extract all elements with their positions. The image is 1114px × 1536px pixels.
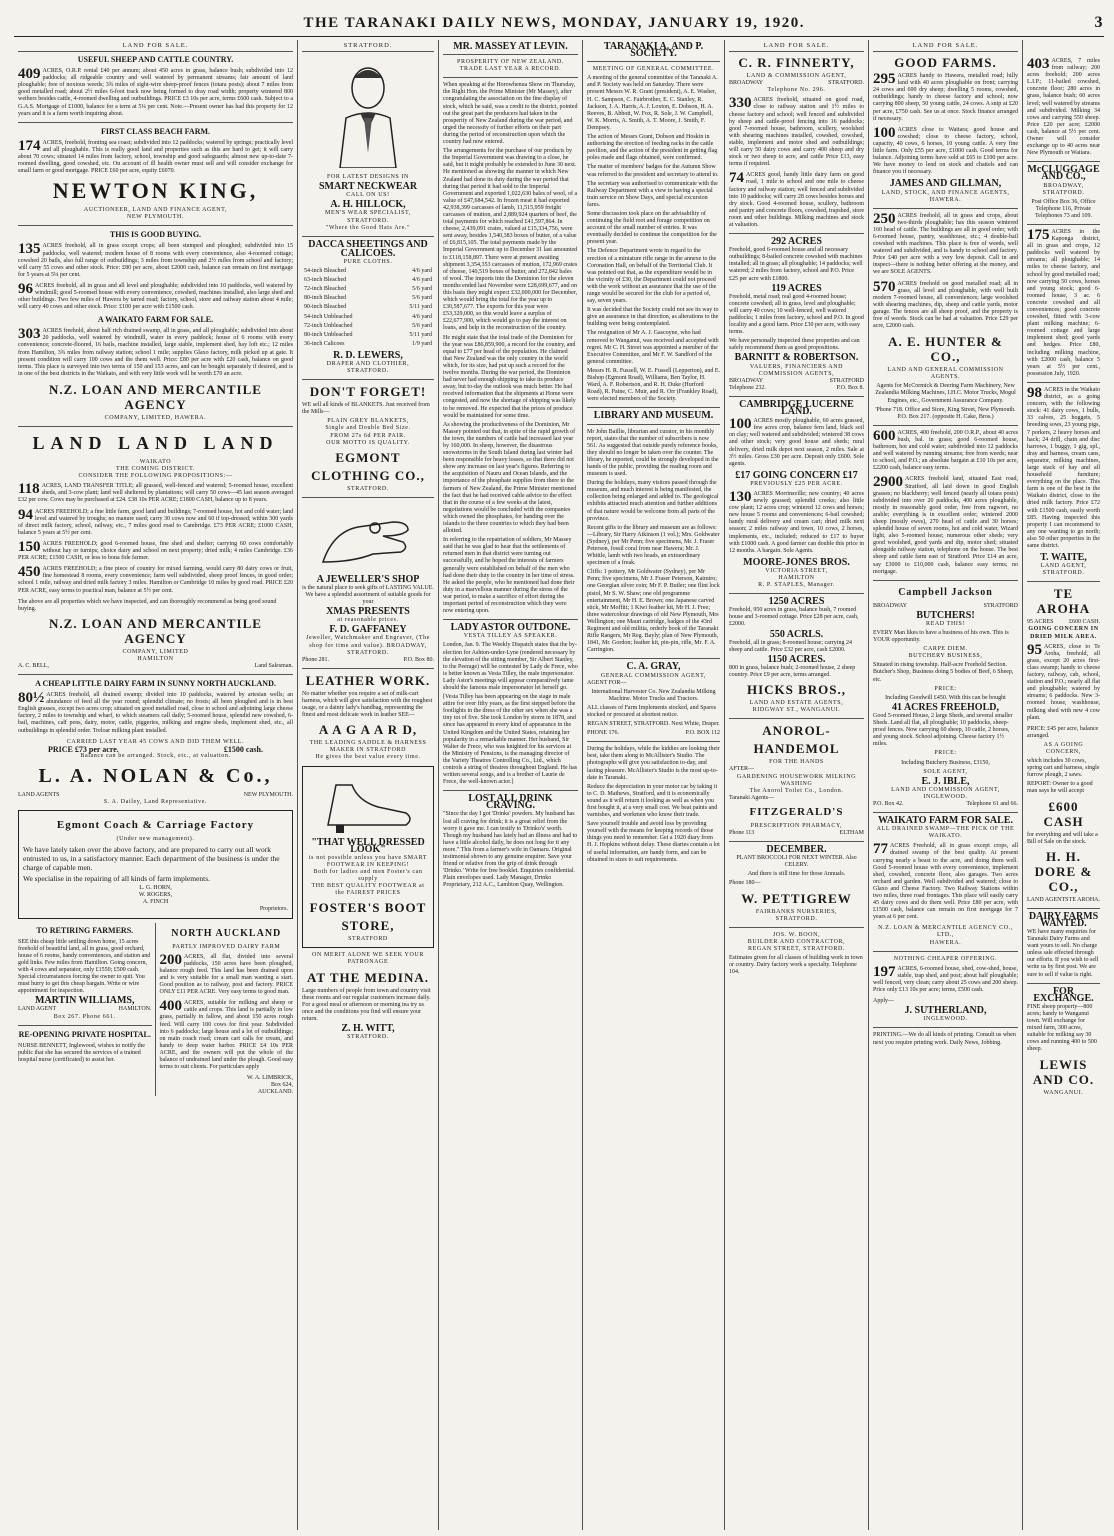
listing: 150 ACRES FREEHOLD; good 6-roomed house, fine shed and shelter; carrying 60 cows comfortably without hay or turnips; choice dairy and school on next property; dried milk; 4 miles Cambridge. £36 PER ACRE; £1500 CASH, or less to bona fide farmer.: [18, 538, 293, 562]
column-header: STRATFORD.: [302, 40, 434, 52]
listing: 135 ACRES freehold, all in grass except crops; all been stumped and ploughed; subdivided into 15 paddocks, well watered; modern house of 8 rooms with every convenience, also 4-roomed cottage; cowshed 20 bails, also full range of outbuildings; 3 miles from township and 2½ miles from school and factory; will carry 55 cows and other stock. Price: £80 per acre, about £2000 cash, balance can remain on first mortgage for 5 years at 5¼ per cent.: [18, 241, 293, 278]
listing: 96 ACRES freehold, all in grass and all level and ploughable; subdivided into 10 paddocks, well watered by windmill; good 5-roomed house with every convenience, cowshed, machines installed, also large shed and other buildings. Two few miles of Hawera by tarred road; factory, school, store and railway station about 4 mile; will carry 40 cows and other stock. Price: £100 per acre with £1500 cash.: [18, 280, 293, 311]
hand-ring-icon: [313, 502, 423, 572]
page-number: 3: [1094, 14, 1104, 31]
listing: 94 ACRES FREEHOLD; a fine little farm, good land and buildings; 7-roomed house, hot and cold water; land level and watered by troughs; no manure used; carry 30 cows now and 60 if top-dressed; within 300 yards of direct milk factory, school, railway, etc., 7 miles good road to Cambridge. £73 PER ACRE; £1000 CASH, balance 5 years at 5½ per cent.: [18, 506, 293, 536]
column-5: LAND FOR SALE. C. R. FINNERTY, LAND & COMMISSION AGENT, BROADWAY STRATFORD. Telephone No. 296. 330 ACRES freehold, situated on good road, close to railway station and 1½ miles to cheese factory and school; well fenced and subdivided by sheep and cattle-proof fencing into 16 paddocks; good 7-roomed house, bathroom, scullery, woolshed with shearing machines installed, cowshed, cowshed, stable, implement and motor shed and outbuildings; will carry 50 dairy cows and carry 400 sheep and dry stock or two sheep to acre, and cattle Price £13, easy terms if required. 74 ACRES good, handy little dairy farm on good road, 1 mile to school and one mile to cheese factory and railway station; well fenced and subdivided into 10 paddocks; will carry 28 cows besides horses and dry stock. Good 4-roomed house, scullery, bathroom and pantry and concrete floors, cowshed, trapshed, store room and other buildings. Milking machines and stock at valuation. 292 ACRES Freehold, good 6-roomed house and all necessary outbuildings; 8-bailed concrete cowshed with machines installed; all in grass; all ploughable; 14 paddocks; well watered; 2 miles from factory, school and P.O. Price £25 per acre with £1800. 119 ACRES Freehold, metal road; real good 4-roomed house; concrete cowshed; all in grass, level and ploughable; will carry 40 cows; 10 well-fenced, well watered paddocks; 1 miles from factory, school and P.O. In good locality and a good farm. Price £30 per acre, with easy terms. We have personally inspected these properties and can safely recommend them as good propositions. BARNITT & ROBERTSON. VALUERS, FINANCIERS AND COMMISSION AGENTS, BROADWAY STRATFORD Telephone 232. P.O. Box 8. CAMBRIDGE LUCERNE LAND. 100 ACRES mostly ploughable, 60 acres grassed, few acres crop, balance fern land, black soil on clay; well watered and subdivided; wintered 38 cows and other stock; very good house and sheds; rural delivery, dried milk depot next season, 2 miles. Sale at 3½ miles. Gross £30 per acre. Deposit only £600. Sole agents. £17 GOING CONCERN £17 PREVIOUSLY £25 PER ACRE. 130 ACRES Morrinsville; new country; 40 acres newly grassed; splendid creeks; also little cow plant; 12 acres crop; wintered 12 cows and horses; new house 5 rooms and conveniences; 6-bail cowshed; handy rural delivery and cream cart; dried milk next season; 2 miles railway and town, 10 cows, 2 horses, implements, etc., included; reduced to £17 to buyer with £1000 cash. A good farmer can double this price in 12 months. A bargain. Sole Agents. MOORE-JONES BROS. VICTORIA STREET, HAMILTON R. P. STAPLES, Manager. 1250 ACRES Freehold, 950 acres in grass, balance bush, 7 roomed house and 3-roomed cottage. Price £28 per acre, cash, £2000. 550 ACRLS. Freehold, all in grass; 8-roomed house; carrying 24 sheep and cattle. Price £32 per acre, cash £2000. 1150 ACRES. 800 in grass, balance bush; 2-roomed house, 2 sheep country. Price £9 per acre, terms arranged. HICKS BROS., LAND AND ESTATE AGENTS, RIDGWAY ST., WANGANUI. ANOROL- HANDEMOL FOR THE HANDS AFTER— GARDENING HOUSEWORK MILKING WASHING The Anorol Toilet Co., London. Taranaki Agents— FITZGERALD'S PRESCRIPTION PHARMACY, Phone 113 ELTHAM DECEMBER. PLANT BROCCOLI FOR NEXT WINTER. Also CELERY. And there is still time for those Annuals. Phone 180— W. PETTIGREW FAIRBANKS NURSERIES, STRATFORD. JOS. W. BOON, BUILDER AND CONTRACTOR, REGAN STREET, STRATFORD. Estimates given for all classes of building work in town or country. Dairy factory work a specialty. Telephone 104.: [725, 40, 869, 1530]
ad-heading: FIRST CLASS BEACH FARM.: [100, 126, 211, 136]
ad-box: Egmont Coach & Carriage Factory (Under new management). We have lately taken over the above factory, and are prepared to carry out all work entrusted to us, in a satisfactory manner. Each department of the business is under the charge of capable men. We specialise in the repairing of all kinds of farm implements. L. G. HORN, W. ROGERS, A. FINCH Proprietors.: [18, 810, 293, 918]
land-heading: LAND LAND LAND: [32, 433, 279, 453]
column-7: 403 ACRES, 7 miles from railway; 200 acres freehold; 200 acres L.I.P.; 11-bailed cowshed, concrete floor; 280 acres in grass, balance bush; 60 acres level; well watered by streams and subdivided. Milking 34 cows and carrying 550 sheep. Price £20 per acre; £2000 cash, balance at 5½ per cent. Owner will consider exchange up to 40 acres near New Plymouth or Waitara. McCLUGGAGE AND CO., BROADWAY, STRATFORD. Post Office Box 36, Office Telephone 116, Private Telephones 73 and 109. 175 ACRES in the Kaponga district, all in grass and crops, 12 paddocks well watered by streams; all ploughable; 14 miles to cheese factory, and school by good metalled road; now carrying 50 cows, horses and young stock; good 6-roomed house, 3 ac. 6 concrete cowshed and all conveniences; good concrete cowshed, fitted with 3-cow plant milking machine; 6-roomed cottage and large implement shed; good yards and hedges. Price £80, including milking machine, with £2000 cash, balance 5 years at 5½ per cent., possession July, 1920. 98 ACRES in the Waikato district, as a going concern, with the following stock: 41 dairy cows, 1 bulls, 33 calves, 25 hoggets, 5 breeding sows, 23 young pigs, 7 porkers, 2 heavy horses and hack; 24 drill, chain and disc harrows, 1 buggy, 1 gig, spl., dray and harness, cream cans, separator, milking machines, large stack of hay and all household furniture; everything on the place. This farm is one of the best in the Waikato district, close to the dried milk factory. Price £72 with £1500 cash, easily worth £85. Having inspected this property I can recommend to any one wanting to go north; also 50 other properties in the same district. T. WAITE, LAND AGENT, STRATFORD. TE AROHA 95 ACRES £600 CASH. GOING CONCERN IN DRIED MILK AREA. 95 ACRES, close to Te Aroha, freehold, all grass, except 20 acres first-class swamp; handy to cheese factory, railway, cab, school, station and P.O.; nearly all flat and ploughable; watered by streams; 6 paddocks. New 3-roomed house, washhouse, milking shed with new 4 cow plant. PRICE: £45 per acre, balance arranged. AS A GOING CONCERN, which includes 30 cows, spring cart and harness, single furrow plough, 2 saws. REPORT: Owner to a good man says he will accept £600 CASH for everything and will take a Bill of Sale on the stock. H. H. DORE & CO., LAND AGENTS TE AROHA. DAIRY FARMS WANTED. WE have many enquiries for Taranaki Dairy Farms and want yours to sell. No charge unless sale effected through our efforts. If you wish to sell write us by first post. We are sure to sell if value is right. FOR EXCHANGE. FINE sheep property—800 acres; handy to Wanganui town. Will exchange for mixed farm, 300 acres, suitable for milking say 30 cows and running 400 to 500 sheep. LEWIS AND CO. WANGANUI.: [1027, 56, 1100, 1096]
article-headline: TARANAKI A. AND P. SOCIETY.: [603, 41, 704, 60]
ad-heading: THIS IS GOOD BUYING.: [109, 230, 202, 240]
agency-name: L. A. NOLAN & Co.,: [38, 764, 273, 787]
ad-heading: A WAIKATO FARM FOR SALE.: [97, 315, 214, 325]
price-list: 54-inch Bleached 4/6 yard 63-inch Bleached 4/6 yard 72-inch Bleached 5/6 yard 80-inch Bleached 5/6 yard 90-inch Bleached 5/11 yard 54-inch Unbleached 4/6 yard 72-inch Unbleached 5/6 yard 80-inch Unbleached 5/11 yard 36-inch Calicoes 1/9 yard: [304, 268, 432, 347]
listing: 303 ACRES freehold, about half rich drained swamp, all in grass, and all ploughable; subdivided into about 20 paddocks, well watered by windmill, water in every paddock; house of 6 rooms with every convenience; concrete-floored, 16 bails, machine installed, large stable, implement shed, hay loft etc.; 12 miles from Hamilton, 3¾ miles from railway station; school 1 mile; supplies Glaxo factory, milk picked up at gate. It present condition will carry 100 cows and the them well. Price: £80 per acre with £20 cash, balance on good terms. This place is surveyed into two terms of 150 and 153 acres, and can be bought separately if desired, and is in one of the best districts in the Waikato, and with very little work will be worth £70 an acre.: [18, 326, 293, 377]
ad-heading: A CHEAP LITTLE DAIRY FARM IN SUNNY NORTH AUCKLAND.: [35, 679, 276, 689]
agency-name: NEWTON KING,: [52, 178, 259, 204]
listing: 80½ ACRES freehold, all drained swamp; divided into 10 paddocks, watered by artesian wells; an abundance of feed all the year round; splendid climate; no frosts; all been ploughed and is in best English grasses, except two acres crop; situated on good metalled road, close to school and adjoining large cheese factory, 2 miles to township and wharf, to which steamers call daily; 5-roomed house, splendid new cowshed, 6-bail, machines, calf pens, dairy, motor, cattle, piggeries, milking and engine sheds, implement shed, etc., all outbuildings in splendid order. Treloar milking plant installed.: [18, 690, 293, 734]
column-2: STRATFORD. FOR LATEST DESIGNS IN SMART NECKWEAR CALL ON US! A. H. HILLOCK, MEN'S WEAR SPECIALIST, STRATFORD. "Where the Good Hats Are." DACCA SHEETINGS AND CALICOES. PURE CLOTHS. 54-inch Bleached 4/6 yard 63-inch Bleached 4/6 yard 72-inch Bleached 5/6 yard 80-inch Bleached 5/6 yard 90-inch Bleached 5/11 yard 54-inch Unbleached 4/6 yard 72-inch Unbleached 5/6 yard 80-inch Unbleached 5/11 yard 36-inch Calicoes 1/9 yard R. D. LEWERS, DRAPER AND CLOTHIER, STRATFORD. DON'T FORGET! WE sell all kinds of BLANKETS. Just received from the Mills— PLAIN GREY BLANKETS, Single and Double Bed Size. FROM 27s 6d PER PAIR. OUR MOTTO IS QUALITY. EGMONT CLOTHING CO., STRATFORD. A JEWELLER'S SHOP is the natural place to seek gifts of LASTING VALUE. We have a splendid assortment of suitable goods for your XMAS PRESENTS at reasonable prices. F. D. GAFFANEY Jeweller, Watchmaker and Engraver, (The shop for time and value). BROADWAY, STRATFORD. Phone 281. P.O. Box 80. LEATHER WORK. No matter whether you require a set of milk-cart harness, which will give satisfaction with the roughest usage, or a dainty lady's handbag, representing the finest and most delicate work in leather SEE— A A G A A R D, THE LEADING SADDLE & HARNESS MAKER IN STRATFORD He gives the best value every time. "THAT WELL DRESSED LOOK" is not possible unless you have SMART FOOTWEAR IN KEEPING! Both for ladies and men Foster's can supply THE BEST QUALITY FOOTWEAR at the FAIREST PRICES FOSTER'S BOOT STORE, STRATFORD ON MERIT ALONE WE SEEK YOUR PATRONAGE AT THE MEDINA. Large numbers of people from town and country visit these rooms and our regular customers increase daily. For a good meal or afternoon or morning tea try us once and the conditions you find will ensure your return. Z. H. WITT, STRATFORD.: [298, 40, 439, 1530]
column-header: LAND FOR SALE.: [18, 40, 293, 52]
listing: 450 ACRES FREEHOLD; a fine piece of country for mixed farming, would carry 80 dairy cows or fruit, fine homestead 8 rooms, every convenience; farm well subdivided, sheep proof fences, in good order; school 1 mile, railway and dried milk factory 3 miles. Hamilton or Cambridge 10 miles by good road. PRICE £20 PER ACRE, easy terms to practical man, balance at 5½ per cent.: [18, 564, 293, 594]
shoe-icon: [318, 775, 418, 835]
article-headline: LADY ASTOR OUTDONE.: [450, 622, 571, 634]
ad-heading: TO RETIRING FARMERS.: [36, 925, 134, 935]
ad-heading: NORTH AUCKLAND: [171, 927, 282, 939]
article-headline: LIBRARY AND MUSEUM.: [593, 410, 714, 422]
ad-heading: Egmont Coach & Carriage Factory: [56, 819, 255, 832]
column-header: LAND FOR SALE.: [729, 40, 864, 52]
ad-box: "THAT WELL DRESSED LOOK" is not possible unless you have SMART FOOTWEAR IN KEEPING! Both for ladies and men Foster's can supply THE BEST QUALITY FOOTWEAR at the FAIREST PRICES FOSTER'S BOOT STORE, STRATFORD: [302, 766, 434, 949]
column-4: TARANAKI A. AND P. SOCIETY. MEETING OF GENERAL COMMITTEE. A meeting of the general committee of the Taranaki A. and P. Society was held on Saturday. There were present Messrs W. R. Grant (president), A. E. Washer, H. C. Sampson, C. Fairbrother, E. C. Stanley, R. Jackson, J. A. Harris, A. J. Loxton, E. Dobson, H. A. Reeves, B. Abbott, W. Fox, R. Sole, J. W. Campbell, W. K. Morris, A. Smith, A. T. Moore, J. Smith, F. Dempsey. The action of Messrs Grant, Dobson and Hoskin in authorising the erection of feeding racks in the cattle pavilion, and the action of the president in getting flag poles made and flags obtained, were confirmed. The matter of members' badges for the Autumn Show was referred to the president and secretary to attend to. The secretary was authorised to communicate with the Railway Department with a view to having a special train service on Show Days, and special excursion fares. Some discussion took place on the advisability of continuing the field root and forage competition on account of the small number of entries. It was eventually decided to continue the competition for the present year. The Defence Department wrote in regard to the erection of a miniature rifle range in the annexe to the Coronation Hall, on behalf of the Territorial Club. It was pointed out that, as the expenditure would be in the vicinity of £30, the Department could not proceed with the work without an assurance that the use of the range would be secured for the club for a period of, say, seven years. It was decided that the Society could not see its way to give an assurance in that direction, as alterations to the building were being contemplated. The resignation of Mr A. J. Gascoyne, who had removed to Wanganui, was received and accepted with regret. Mr C. H. Street was appointed a member of the Executive Committee, and Mr F. W. Sandford of the general committee. Messrs H. R. Fussell, W. E. Fussell (Lepperton), and E. Bishop (Egmont Road), Williams, Ben Taylor, H. Ward, A. F. Robertson, and R. H. Duke (Hurford Road), R. Paine, C. Muir, and R. Orr (Frankley Road), were elected members of the Society. LIBRARY AND MUSEUM. Mr John Baillie, librarian and curator, in his monthly report, states that the number of subscribers is now 561. As suggested that outside purely reference books, they should no longer be taken over the counter. The library, he reported, could be strongly developed in the hands of the public, providing the reading room and museum is used. During the holidays, many visitors passed through the museum, and much interest is being manifested, the collection being enlarged and added to. The geological exhibits attracted much attention and further additions of that nature would be welcome from all parts of the province. Recent gifts to the library and museum are as follows:—Library, Sir Harry Atkinson (1 vol.); Mrs. Goldwater (Sydney), per Mr Penn; five specimens, Mr. J. Fraser Peterson, fossil coral from near Hawera; Mr. J. Whittle, lamb with two heads, an extraordinary specimen of a freak. Cliffs: 1 pottery, Mr Goldwater (Sydney), per Mr Penn; five specimens, Mr J. Fraser Peterson, Kaimiro; one Georgian silver coin; Mr F. P. Butler; one flint lock pistol, Mr S. W. Shaw; one old programme entertainment, Mr H. E. Brown; one Japanese carved stick, Mr Moffitt; 1 Kiwi feather kit, Mr H. J. Free; three watercolour drawings of old New Plymouth, Mrs Wellington; one Mauri cartridge, badges of the 43rd Regiment and old militia, orderly book of the Taranaki Rifle Rangers, Mr Reg. Bayly; plan of New Plymouth, 1841, Mr. Gordon; feather kit, pin-pin, rifle, Mr. F. A. Carrington. C. A. GRAY, GENERAL COMMISSION AGENT, AGENT FOR— International Harvester Co. New Zealandia Milking Machine. Motor Trucks and Tractors. ALL classes of Farm Implements stocked, and Spares stocked or procured at shortest notice. REGAN STREET, STRATFORD. Next White, Draper. PHONE 176. P.O. BOX 112 During the holidays, while the kiddies are looking their best, take them along to McAllister's Studio. The photographs will give you satisfaction to-day, and lasting pleasure. McAllister's Studio is the most up-to-date in Taranaki. Reduce the depreciation in your motor car by taking it to C. D. Mathews, Stratford, and it is economically sound as it will return it looking as well as when you first bought it, at a very small cost. We beat paints and varnishes, and workmen who know their trade. Save yourself trouble and avoid loss by providing yourself with the means for keeping records of those things you need to remember. Get a 1920 diary from H. J. Hopkins without delay. These diaries contain a lot of useful information, are handy form, and can be obtained in sizes to suit requirements.: [583, 40, 725, 1530]
article-headline: MR. MASSEY AT LEVIN.: [453, 41, 568, 52]
ad-heading: USEFUL SHEEP AND CATTLE COUNTRY.: [77, 55, 234, 65]
column-3: MR. MASSEY AT LEVIN. PROSPERITY OF NEW ZEALAND. TRADE LAST YEAR A RECORD. When speaking at the Horowhenua Show on Thursday, the Right Hon. the Prime Minister (Mr Massey), after congratulating the association on the fine display of stock, which he said, was a credit to the district, pointed out the great part the producers had taken in the prosperity of New Zealand during the war period, and urged the necessity of further efforts on their part during the period of reconstruction upon which the country had now entered. The arrangements for the purchase of our products by the Imperial Government was drawing to a close, he said, but it might probably be extended to June 30 next. He mentioned as showing the manner in which New Zealand had done its duty during the war period that during that period it had sold to the Imperial Government and exported 1,022,630 bales of wool, of a value of £47,684,542. In frozen meat it had exported 42,938,399 carcasses of lamb, 11,515,959 freight carcasses of mutton, and 2,889,924 quarters of beef, the total payments for which reached £41,597,864. In cheese, 2,439,091 crates, valued at £15,334,756, were sent away, besides 1,540,383 boxes of butter, of a value of £6,815,105. The total payments made by the Imperial Government up to December 31 last amounted to £118,158,897. There were at present awaiting shipment 3,354,353 carcasses of mutton, 172,969 crates of cheese, 140,519 boxes of butter, and 272,842 bales of wool. The imports into the Dominion for the eleven months ended last November were £28,699,677, and on this basis they might expect £32,000,000 for December, which would bring the total for the year up to £30,587,677. The exports for this year were £53,329,000, so this would leave a surplus of £22,677,900, which would go to pay the interest on loans, and help in the reconstruction of the country. He might state that the total trade of the Dominion for the year was £86,859,900, a record for the country, and equal to £77 per head of the population. He claimed that New Zealand was the only country in the world which, for its size, had put up such a record for the twelve months. During the war period, the Dominion had never had enough shipping to take its produce away, but to-day the outlook was much better. He had received information that the shipments at Home were congested, and now the shortage of shipping was likely to be removed. He expected that the prices of produce would be maintained for some time. As showing the productiveness of the Dominion, Mr Massey pointed out that, in spite of the rapid growth of the town, the numbers of cattle had increased last year by 160,000. In sheep, however, the disastrous snowstorms in the South Island during last winter had been responsible for heavy losses, so that there did not show any increase on last year's figures. Referring to the acquisition of Nauru and Ocean Islands, and the importance of the phosphate supplies from there to the farmers of New Zealand, the Prime Minister mentioned the fact that he had received cable advice to the effect that in the course of a few weeks at the latest, negotiations would be concluded with the companies which owned the phosphates, for handing over the islands to the three countries to which they had been allotted. In referring to the repatriation of soldiers, Mr Massey said that he was glad to hear that the settlements of returned men in that district were turning out successfully, and he hoped the interests of farmers generally were established on behalf of the men who had done their duty to the country in her time of stress. He asked the people, who he mentioned had done their duty in a marvellous manner during the stress of the war period, to make a sacrifice of effort during the important period of reconstruction which they were now entering upon. LADY ASTOR OUTDONE. VESTA TILLEY AS SPEAKER. London, Jan. 9. The Weekly Dispatch states that the by-election for Ashton-under-Lyne (rendered necessary by the elevation of the sitting member, Sir Albert Stanley, to the Peerage) will be contested by Lady de Frece, who is better known as Vesta Tilley, the male impersonator. Lady Astor's meetings will appear comparatively tame should the famous male impersonator let herself go. [Vesta Tilley has been appearing on the stage in male attire for over fifty years, as the first stepped before the footlights in the dress of the other sex when she was a tiny tot of five. She took London by storm in 1878, and since has appeared in every kind of appearance in the United Kingdom and the United States, retaining her popularity in a remarkable manner. Her husband, Sir Walter de Frece, who was knighted for his services at the Ministry of Pensions, is the managing director of the Variety Theatres Controlling Co., Ltd., which controls a string of theatres throughout England. He has written several songs, and is a brother of Laurie de Frece, the well-known actor.] LOST ALL DRINK CRAVING. "Since the day I got 'Drinks' powders. My husband has lost all craving for drink; it is a great relief from the worry it gave me. I can testify to 'Drinko's' worth. Though my husband has lately had an illness and had to have a little alcohol daily, he does not long for it any more." This from a farmer's wife in Oamaru. Original testimonial shown to any genuine enquirer. Save your friend or relative from the grip of drink through 'Drinko.' Write for free booklet. Enquiries confidential. Plain envelopes used. Lady Manager, Drinko Proprietary, 212 A.C., Lambton Quay, Wellington.: [439, 40, 583, 1530]
column-header: LAND FOR SALE.: [873, 40, 1018, 52]
column-6: LAND FOR SALE. GOOD FARMS. 295 ACRES handy to Hawera, metalled road; hilly land with 40 acres ploughable on front; carrying 24 cows and 600 dry sheep; dwelling 5 rooms, cowshed, outbuildings; handy to cheese factory and school; now carrying 800 sheep, 50 young cattle, 24 cows. A snip at £20 per acre, £750 cash. See us at once. Stock finance arranged if necessary. 100 ACRES close to Waitara; good house and cowshed; close to cheese factory, school, capacity, 40 cows, 6 horses, 10 young cattle. A very fine little farm. Only £55 per acre, £1000 cash. Good terms for balance. Adjoining terms have sold at £65 to £100 per acre. We have money to lend on stock and chattels and can finance you if necessary. JAMES AND GILLMAN, LAND, STOCK, AND FINANCE AGENTS, HAWERA. 250 ACRES freehold, all in grass and crops, about two-thirds ploughable; has this season wintered 160 head of cattle. The buildings are all in good order, with 6-roomed house, pantry, washhouse, etc.; 4 double-bail cowshed with machines. This place is free of weeds, well watered and subdivided, and is handy to school and factory. Price £40 per acre with a very low deposit. Call in and inspect—there is nothing better offering at the money, and we are SOLE AGENTS. 570 ACRES freehold on good metalled road; all in grass, all level and ploughable, with well built modern 7-roomed house, all conveniences; large woolshed with shearing machines, dip, sheep and cattle yards, motor garage. The fences are all sheep proof, and the property is free of weeds. Stock can be had at valuation. Price £29 per acre, £2000 cash. A. E. HUNTER & CO., LAND AND GENERAL COMMISSION AGENTS. Agents for McCormick & Deering Farm Machinery, New Zealandia Milking Machines, I.H.C. Motor Trucks, Mogul Engines, etc., Government Assurance Company. 'Phone 718. Office and Store, King Street, New Plymouth. P.O. Box 217. (opposite H. Cake, Bros.) 600 ACRES, 400 freehold, 200 O.R.P., about 40 acres bush, bal. in grass; good 6-roomed house, bathroom, hot and cold water; subdivided into 12 paddocks and well watered by running streams; free from weeds; near to school, and P.O.; an absolute bargain at £10 10s per acre, £2200 cash, balance easy terms. 2900 ACRES freehold land, situated East road, Stratford, all laid down in good English grasses; no blackberry; well fenced (nearly all totara posts) subdivided into over 20 paddocks, 400 acres ploughable, mostly in reasonably good order, free from ragwort, no arable; everything is in excellent order; wintered 2000 sheep (mostly ewes), 270 head of cattle and 30 horses; splendid house of seven rooms, hot and cold water, Wizard light, also 5-roomed house; numerous other sheds; very good woolshed, good yards and dip, motor shed; situated alongside railway station, telephone on the house. The best sheep and cattle farm east of Stratford. Price £14 an acre, say £3000 to £10,000 cash, balance easy terms; no mortgage. Campbell Jackson BROADWAY STRATFORD BUTCHERS! READ THIS! EVERY Man likes to have a business of his own. This is YOUR opportunity. CARPE DIEM. BUTCHERY BUSINESS, Situated in rising township. Half-acre Freehold Section. Butcher's Shop, Business doing 5 bodies of Beef, 6 Sheep, etc. PRICE: Including Goodwill £450. With this can be bought 41 ACRES FREEHOLD, Good 5-roomed House, 2 large Sheds, and several smaller Sheds. Land all flat, all ploughable; 10 paddocks, sheep-proof fences. Now carrying 60 sheep, 10 cattle, 2 horses, and young stock. School adjoining. Cheese factory 1½ miles. PRICE: Including Butchery Business, £3150, SOLE AGENT, E. J. IBLE, LAND AND COMMISSION AGENT, INGLEWOOD. P.O. Box 42. Telephone 61 and 66. WAIKATO FARM FOR SALE. ALL DRAINED SWAMP—THE PICK OF THE WAIKATO. 77 ACRES Freehold, all in grass except crops, all drained swamp of the best quality. At present carrying nearly a beast to the acre, and doing them well. Good 5-roomed house with every convenience, implement shed, cowshed, concrete floor, also garages. Two acres orchard and garden. Well subdivided and watered; close to Glaxo and Cheese Factory. Two Railway Stations within two miles, three road frontages. This place will easily carry 45 dairy cows and do them well. Price £80 per acre, with £1500 cash, balance can remain on first mortgage for 7 years at 6 per cent. N.Z. LOAN & MERCANTILE AGENCY CO., LTD., HAWERA. NOTHING CHEAPER OFFERING. 197 ACRES, 6-roomed house, shed, cow-shed, house, stable, trap shed, and post; about half ploughable; well fenced, very clean; carry about 25 cows and 200 sheep. Price only £13 10s per acre; terms, £500 cash. Apply— J. SUTHERLAND, INGLEWOOD. PRINTING.—We do all kinds of printing. Consult us when next you require printing work. Daily News, Jobbing.: [869, 40, 1023, 1530]
listing: 409 ACRES, O.R.P. rental £40 per annum; about 450 acres in grass, balance bush; subdivided into 12 paddocks; all ridgeable country and well watered by permanent streams; fair amount of land ploughable; free of noxious weeds; 3¾ miles of sight-wire sheep-proof fences (totara posts); about 7 miles from good metalled road; about 2½ miles 6-foot track now being formed to dray road width; property wintered 800 wethers besides cattle, 4-roomed dwelling and outbuildings. PRICE £3 10s per acre, terms £600 cash. Subject to a G.A.S. Mortgage of £1000, balance for a term at 5¼ per cent. Note.—Present owner has had this property for 12 years and it is a farm worth inquiring about.: [18, 66, 293, 117]
listing: 118 ACRES, LAND TRANSFER TITLE; all grassed, well-fenced and watered; 5-roomed house, excellent sheds, and 3-cow plant; land well sheltered by plantations; will carry 50 cows—45 last season averaged £32 per cow. Cows may be purchased at £24. £38 10s PER ACRE; £1800 CASH, balance up to 8 years.: [18, 481, 293, 504]
man-portrait-icon: [328, 58, 408, 168]
column-1: LAND FOR SALE. USEFUL SHEEP AND CATTLE COUNTRY. 409 ACRES, O.R.P. rental £40 per annum; about 450 acres in grass, balance bush; subdivided into 12 paddocks; all ridgeable country and well watered by permanent streams; fair amount of land ploughable; free of noxious weeds; 3¾ miles of sight-wire sheep-proof fences (totara posts); about 7 miles from good metalled road; about 2½ miles 6-foot track now being formed to dray road width; property wintered 800 wethers besides cattle, 4-roomed dwelling and outbuildings. PRICE £3 10s per acre, terms £600 cash. Subject to a G.A.S. Mortgage of £1000, balance for a term at 5¼ per cent. Note.—Present owner has had this property for 12 years and it is a farm worth inquiring about. FIRST CLASS BEACH FARM. 174 ACRES, freehold, fronting sea coast; subdivided into 12 paddocks; watered by springs; practically level and all ploughable. This is really good land and properties such as this are hard to get; it will carry about 70 cows; situated 14 miles from factory, school, township and good safeguards; almost new up-to-date 7-roomed dwelling, good cowshed, etc. On account of ill health owner must sell and will consider exchange for small farm or good mortgage. PRICE £60 per acre, equity £6070. NEWTON KING, AUCTIONEER, LAND AND FINANCE AGENT, NEW PLYMOUTH. THIS IS GOOD BUYING. 135 ACRES freehold, all in grass except crops; all been stumped and ploughed; subdivided into 15 paddocks, well watered; modern house of 8 rooms with every convenience, also 4-roomed cottage; cowshed 20 bails, also full range of outbuildings; 3 miles from township and 2½ miles from school and factory; will carry 55 cows and other stock. Price: £80 per acre, about £2000 cash, balance can remain on first mortgage for 5 years at 5¼ per cent. 96 ACRES freehold, all in grass and all level and ploughable; subdivided into 10 paddocks, well watered by windmill; good 5-roomed house with every convenience, cowshed, machines installed, also large shed and other buildings. Two few miles of Hawera by tarred road; factory, school, store and railway station about 4 mile; will carry 40 cows and other stock. Price: £100 per acre with £1500 cash. A WAIKATO FARM FOR SALE. 303 ACRES freehold, about half rich drained swamp, all in grass, and all ploughable; subdivided into about 20 paddocks, well watered by windmill, water in every paddock; house of 6 rooms with every convenience; concrete-floored, 16 bails, machine installed, large stable, implement shed, hay loft etc.; 12 miles from Hamilton, 3¾ miles from railway station; school 1 mile; supplies Glaxo factory, milk picked up at gate. It present condition will carry 100 cows and the them well. Price: £80 per acre with £20 cash, balance on good terms. This place is surveyed into two terms of 150 and 153 acres, and can be bought separately if desired, and is in one of the best districts in the Waikato, and with very little work will be worth £70 an acre. N.Z. LOAN AND MERCANTILE AGENCY COMPANY, LIMITED, HAWERA. LAND LAND LAND WAIKATO THE COMING DISTRICT. CONSIDER THE FOLLOWING PROPOSITIONS:— 118 ACRES, LAND TRANSFER TITLE; all grassed, well-fenced and watered; 5-roomed house, excellent sheds, and 3-cow plant; land well sheltered by plantations; will carry 50 cows—45 last season averaged £32 per cow. Cows may be purchased at £24. £38 10s PER ACRE; £1800 CASH, balance up to 8 years. 94 ACRES FREEHOLD; a fine little farm, good land and buildings; 7-roomed house, hot and cold water; land level and watered by troughs; no manure used; carry 30 cows now and 60 if top-dressed; within 300 yards of direct milk factory, school, railway, etc., 7 miles good road to Cambridge. £73 PER ACRE; £1000 CASH, balance 5 years at 5½ per cent. 150 ACRES FREEHOLD; good 6-roomed house, fine shed and shelter; carrying 60 cows comfortably without hay or turnips; choice dairy and school on next property; dried milk; 4 miles Cambridge. £36 PER ACRE; £1500 CASH, or less to bona fide farmer. 450 ACRES FREEHOLD; a fine piece of country for mixed farming, would carry 80 dairy cows or fruit, fine homestead 8 rooms, every convenience; farm well subdivided, sheep proof fences, in good order; school 1 mile, railway and dried milk factory 3 miles. Hamilton or Cambridge 10 miles by good road. PRICE £20 PER ACRE, easy terms to practical man, balance at 5½ per cent. The above are all properties which we have inspected, and can thoroughly recommend as being good sound buying. N.Z. LOAN AND MERCANTILE AGENCY COMPANY, LIMITED HAMILTON A. C. BELL, Land Salesman. A CHEAP LITTLE DAIRY FARM IN SUNNY NORTH AUCKLAND. 80½ ACRES freehold, all drained swamp; divided into 10 paddocks, watered by artesian wells; an abundance of feed all the year round; splendid climate; no frosts; all been ploughed and is in best English grasses, except two acres crop; situated on good metalled road, close to school and adjoining large cheese factory, 2 miles to township and wharf, to which steamers call daily; 5-roomed house, splendid new cowshed, 6-bail, machines, calf pens, dairy, motor, cattle, piggeries, milking and engine sheds, implement shed, etc., all outbuildings in splendid order. Treloar milking plant installed. CARRIED LAST YEAR 45 COWS AND DID THEM WELL. PRICE £73 per acre. £1500 cash. Balance can be arranged. Stock, etc., at valuation. L. A. NOLAN & Co., LAND AGENTS NEW PLYMOUTH. S. A. Dailey, Land Representative. Egmont Coach & Carriage Factory (Under new management). We have lately taken over the above factory, and are prepared to carry out all work entrusted to us, in a satisfactory manner. Each department of the business is under the charge of capable men. We specialise in the repairing of all kinds of farm implements. L. G. HORN, W. ROGERS, A. FINCH Proprietors. TO RETIRING FARMERS. SEE this cheap little settling down home, 15 acres freehold of beautiful land, all in grass, good orchard, house of 6 rooms, handy conveniences, and station and gold links. Few miles from Hamilton. Going concern, with 4 cows and separator, only £1550; £500 cash. Special circumstances forcing the owner to quit. You must hurry to get this cheap bargain. Write or wire appointment for inspection. MARTIN WILLIAMS, LAND AGENT HAMILTON. Box 267. Phone 661. RE-OPENING PRIVATE HOSPITAL. NURSE BENNETT, Inglewood, wishes to notify the public that she has secured the services of a trained hospital nurse (certificated) to assist her. NORTH AUCKLAND PARTLY IMPROVED DAIRY FARM 200 ACRES, all flat, divided into several paddocks, 150 acres have been ploughed, balance rough feed. This land has been drained upon and is very suitable for a small man wanting a start. Good position as to railway, post and factory. PRICE ONLY £11 PER ACRE. Very easy terms to good man. 400 ACRES, suitable for milking and sheep or cattle and crops. This land is partially in low grass, partially in fallow, and about 150 acres rough feed. Will carry 100 cows for first year. Subdivided into 6 paddocks; large house and a lot of outbuildings; on main coach road; cream cart calls for cream, and handy to deep water harbor. PRICE £4 10s PER ACRE, and the owners will put the whole of the balance of undrained land under the plough. Good easy terms to suit clients. For particulars apply W. A. LIMBRICK, Box 624, AUCKLAND.: [14, 40, 298, 1530]
article-headline: LOST ALL DRINK CRAVING.: [468, 793, 553, 812]
agency-name: N.Z. LOAN AND MERCANTILE AGENCY: [49, 615, 262, 646]
masthead: [14, 14, 1104, 37]
masthead-title: THE TARANAKI DAILY NEWS, MONDAY, JANUARY 19, 1920.: [303, 15, 806, 31]
listing: 174 ACRES, freehold, fronting sea coast; subdivided into 12 paddocks; watered by springs; practically level and all ploughable. This is really good land and properties such as this are hard to get; it will carry about 70 cows; situated 14 miles from factory, school, township and good safeguards; almost new up-to-date 7-roomed dwelling, good cowshed, etc. On account of ill health owner must sell and will consider exchange for small farm or good mortgage. PRICE £60 per acre, equity £6070.: [18, 137, 293, 175]
agency-name: N.Z. LOAN AND MERCANTILE AGENCY: [49, 381, 262, 412]
